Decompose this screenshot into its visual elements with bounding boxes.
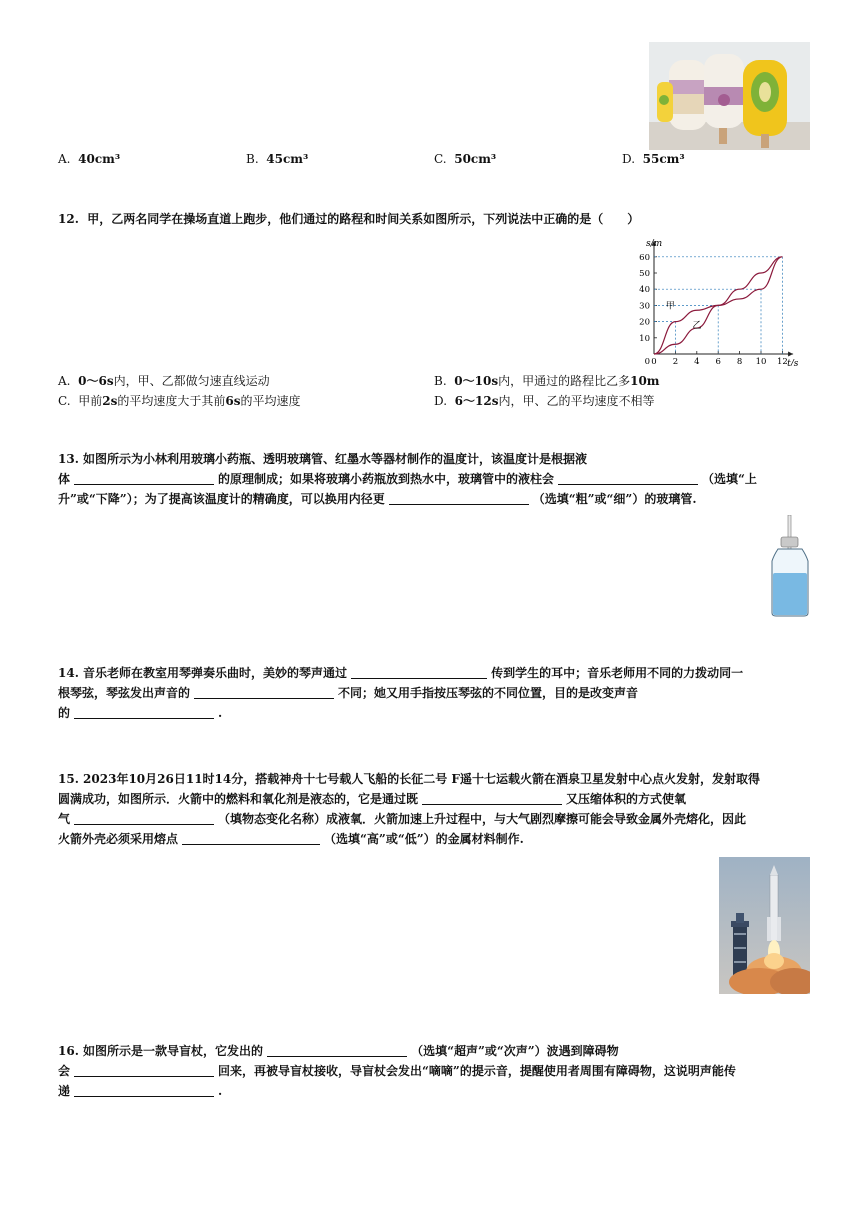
q12-chart [630,236,815,366]
q11-option-d: D. 55cm³ [622,152,685,166]
q16-blank-3[interactable] [74,1084,214,1097]
q13-line-1: 13. 如图所示为小林利用玻璃小药瓶、透明玻璃管、红墨水等器材制作的温度计，该温度计是根据液 [58,452,588,466]
q14-blank-1[interactable] [351,666,487,679]
q15-line-4: 火箭外壳必须采用熔点 （选填“高”或“低”）的金属材料制作. [58,832,524,846]
q13-blank-2[interactable] [558,472,698,485]
q15-blank-3[interactable] [182,832,320,845]
q15-blank-2[interactable] [74,812,214,825]
origin-label: 0 [644,357,650,366]
x-tick-label: 8 [736,357,743,366]
q11-option-b: B. 45cm³ [246,152,309,166]
q13-blank-1[interactable] [74,472,214,485]
q12-option-c: C. 甲前2s的平均速度大于其前6s的平均速度 [58,394,301,408]
q13-blank-3[interactable] [389,492,529,505]
x-tick-label: 10 [755,357,767,366]
ice-pop-photo [649,42,810,150]
q13-line-3: 升”或“下降”）；为了提高该温度计的精确度，可以换用内径更 （选填“粗”或“细”）的玻璃管. [58,492,697,506]
q12-option-a: A. 0～6s内，甲、乙都做匀速直线运动 [58,374,270,388]
q12-option-b: B. 0～10s内，甲通过的路程比乙多10m [434,374,660,388]
q15-line-1: 15. 2023年10月26日11时14分，搭载神舟十七号载人飞船的长征二号 F遥十七运载火箭在酒泉卫星发射中心点火发射，发射取得 [58,772,760,786]
q14-line-2: 根琴弦，琴弦发出声音的 不同；她又用手指按压琴弦的不同位置，目的是改变声音 [58,686,639,700]
q11-option-c: C. 50cm³ [434,152,497,166]
rocket-launch-photo [719,857,810,994]
y-tick-label: 60 [639,252,650,263]
series-label-yi: 乙 [692,321,702,332]
thermometer-bottle-image [768,515,812,617]
q13-line-2: 体 的原理制成；如果将玻璃小药瓶放到热水中，玻璃管中的液柱会 （选填“上 [58,472,757,486]
y-tick-label: 50 [639,269,650,279]
q16-blank-1[interactable] [267,1044,407,1057]
x-tick-label: 12 [776,357,788,366]
series-label-jia: 甲 [665,301,675,312]
x-tick-label: 4 [694,357,700,366]
x-axis-arrow [788,352,793,357]
x-tick-label: 6 [715,357,721,366]
q14-line-1: 14. 音乐老师在教室用琴弹奏乐曲时，美妙的琴声通过 传到学生的耳中；音乐老师用不同的力拨动同一 [58,666,744,680]
q15-line-2: 圆满成功，如图所示．火箭中的燃料和氧化剂是液态的，它是通过既 又压缩体积的方式使氧 [58,792,687,806]
y-tick-label: 40 [639,285,650,296]
q16-line-1: 16. 如图所示是一款导盲杖，它发出的 （选填“超声”或“次声”）波遇到障碍物 [58,1044,619,1058]
q11-option-a: A. 40cm³ [58,152,121,166]
x-axis-label: t/s [787,359,799,366]
q12-option-d: D. 6～12s内，甲、乙的平均速度不相等 [434,394,655,408]
q15-blank-1[interactable] [422,792,562,805]
x-tick-label: 0 [651,357,657,366]
q16-line-2: 会 回来，再被导盲杖接收，导盲杖会发出“嘀嘀”的提示音，提醒使用者周围有障碍物，这说明声能传 [58,1064,736,1078]
x-tick-label: 2 [672,357,679,366]
q14-blank-2[interactable] [194,686,334,699]
y-tick-label: 30 [639,301,650,312]
q14-blank-3[interactable] [74,706,214,719]
y-axis-label: s/m [646,239,663,249]
q14-line-3: 的 . [58,706,223,720]
y-tick-label: 10 [639,333,650,344]
q16-line-3: 递 . [58,1084,223,1098]
q15-line-3: 气 （填物态变化名称）成液氧．火箭加速上升过程中，与大气剧烈摩擦可能会导致金属外壳熔化，因此 [58,812,747,826]
q12-stem: 12. 甲，乙两名同学在操场直道上跑步，他们通过的路程和时间关系如图所示，下列说法中正确的是（ ） [58,212,640,226]
y-tick-label: 20 [639,317,650,328]
q16-blank-2[interactable] [74,1064,214,1077]
